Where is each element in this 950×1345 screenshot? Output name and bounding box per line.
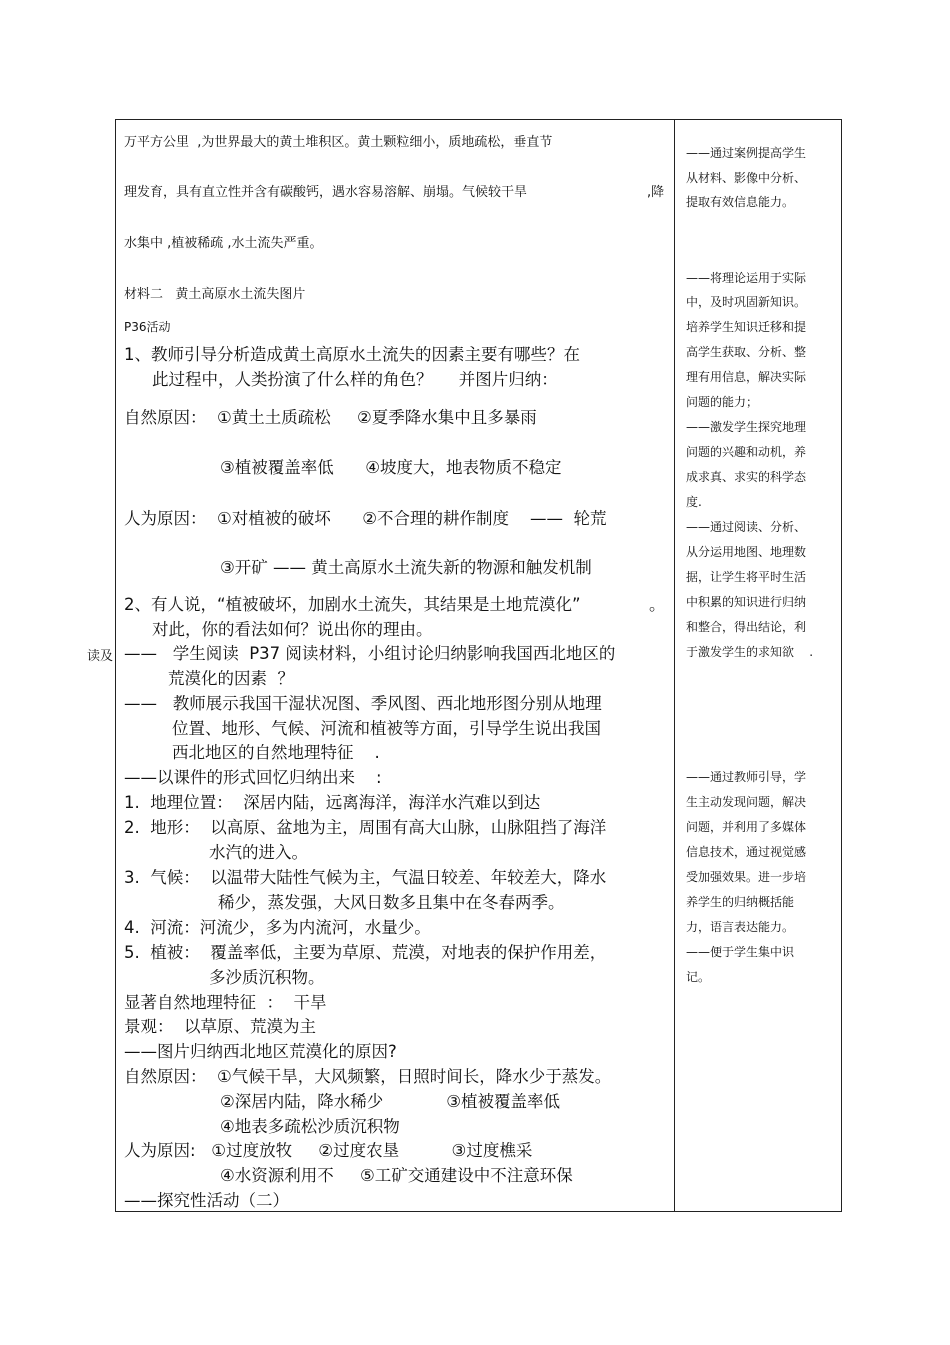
- main-line: 理发育，具有直立性并含有碳酸钙，遇水容易溶解、崩塌。气候较干旱: [124, 185, 528, 200]
- note-line: 记。: [686, 970, 711, 984]
- note-line: 力，语言表达能力。: [686, 920, 795, 934]
- main-line: —— 教师展示我国干湿状况图、季风图、西北地形图分别从地理: [124, 694, 602, 713]
- note-line: 高学生获取、分析、整: [686, 345, 807, 359]
- material-heading: 材料二 黄土高原水土流失图片: [124, 287, 306, 302]
- note-line: 受加强效果。进一步培: [686, 870, 807, 884]
- column-divider: [674, 119, 675, 1212]
- main-line: 自然原因： ①黄土土质疏松 ②夏季降水集中且多暴雨: [124, 408, 537, 427]
- main-line: 人为原因： ①对植被的破坏 ②不合理的耕作制度 —— 轮荒: [124, 509, 607, 528]
- note-line: 据，让学生将平时生活: [686, 570, 807, 584]
- main-line: 此过程中，人类扮演了什么样的角色？ 并图片归纳：: [152, 370, 558, 389]
- main-line: 水汽的进入。: [209, 843, 308, 862]
- note-line: 于激发学生的求知欲 .: [686, 645, 814, 659]
- main-line: ②深居内陆，降水稀少 ③植被覆盖率低: [220, 1092, 561, 1111]
- main-line: 显著自然地理特征 ： 干旱: [124, 993, 327, 1012]
- note-line: 问题的能力；: [686, 395, 759, 409]
- main-line: 自然原因： ①气候干旱，大风频繁，日照时间长，降水少于蒸发。: [124, 1067, 612, 1086]
- note-line: 理有用信息，解决实际: [686, 370, 807, 384]
- main-line: 多沙质沉积物。: [209, 968, 325, 987]
- note-line: 和整合，得出结论，利: [686, 620, 807, 634]
- main-line: ——图片归纳西北地区荒漠化的原因?: [124, 1042, 397, 1061]
- note-line: 生主动发现问题，解决: [686, 795, 807, 809]
- note-line: 问题的兴趣和动机，养: [686, 445, 807, 459]
- note-line: ——通过教师引导，学: [686, 770, 807, 784]
- main-line: —— 学生阅读 P37 阅读材料，小组讨论归纳影响我国西北地区的: [124, 644, 616, 663]
- main-line: 稀少，蒸发强，大风日数多且集中在冬春两季。: [218, 893, 565, 912]
- note-line: 问题，并利用了多媒体: [686, 820, 807, 834]
- main-line: 1、教师引导分析造成黄土高原水土流失的因素主要有哪些？在: [124, 345, 580, 364]
- main-line: 4. 河流：河流少，多为内流河，水量少。: [124, 918, 431, 937]
- note-line: 中积累的知识进行归纳: [686, 595, 807, 609]
- main-line: 人为原因: ①过度放牧 ②过度农垦 ③过度樵采: [124, 1141, 533, 1160]
- main-line: ④水资源利用不 ⑤工矿交通建设中不注意环保: [220, 1166, 573, 1185]
- main-line: 2、有人说，“植被破坏，加剧水土流失，其结果是土地荒漠化”: [124, 595, 581, 614]
- note-line: 培养学生知识迁移和提: [686, 320, 807, 334]
- main-line: 万平方公里 ,为世界最大的黄土堆积区。黄土颗粒细小，质地疏松，垂直节: [124, 135, 553, 150]
- main-line: ③植被覆盖率低 ④坡度大，地表物质不稳定: [220, 458, 562, 477]
- main-line: 。: [649, 595, 666, 614]
- note-line: 成求真、求实的科学态: [686, 470, 807, 484]
- side-label: 读及: [87, 649, 114, 664]
- note-line: 中，及时巩固新知识。: [686, 295, 807, 309]
- note-line: 度.: [686, 495, 702, 509]
- main-line: 荒漠化的因素 ？: [168, 669, 294, 688]
- note-line: ——激发学生探究地理: [686, 420, 807, 434]
- note-line: ——通过阅读、分析、: [686, 520, 807, 534]
- note-line: ——将理论运用于实际: [686, 271, 807, 285]
- main-line: 西北地区的自然地理特征 .: [172, 743, 380, 762]
- main-line: ③开矿 —— 黄土高原水土流失新的物源和触发机制: [220, 558, 592, 577]
- note-line: ——便于学生集中识: [686, 945, 795, 959]
- main-line: 2. 地形： 以高原、盆地为主，周围有高大山脉，山脉阻挡了海洋: [124, 818, 607, 837]
- main-line: ——探究性活动（二）: [124, 1191, 289, 1210]
- activity-label: P36活动: [124, 320, 171, 334]
- note-line: 信息技术，通过视觉感: [686, 845, 807, 859]
- main-line: 5. 植被： 覆盖率低，主要为草原、荒漠，对地表的保护作用差，: [124, 943, 607, 962]
- main-line: ④地表多疏松沙质沉积物: [220, 1117, 400, 1136]
- main-line: 水集中 ,植被稀疏 ,水土流失严重。: [124, 236, 323, 251]
- note-line: 提取有效信息能力。: [686, 195, 795, 209]
- main-line: ——以课件的形式回忆归纳出来 :: [124, 768, 382, 787]
- main-line: 3. 气候： 以温带大陆性气候为主，气温日较差、年较差大，降水: [124, 868, 607, 887]
- main-line: 1. 地理位置： 深居内陆，远离海洋，海洋水汽难以到达: [124, 793, 541, 812]
- note-line: 从分运用地图、地理数: [686, 545, 807, 559]
- note-line: 养学生的归纳概括能: [686, 895, 795, 909]
- main-line: ,降: [647, 185, 665, 200]
- main-line: 位置、地形、气候、河流和植被等方面，引导学生说出我国: [172, 719, 601, 738]
- note-line: ——通过案例提高学生: [686, 146, 807, 160]
- main-line: 景观： 以草原、荒漠为主: [124, 1017, 316, 1036]
- note-line: 从材料、影像中分析、: [686, 171, 807, 185]
- main-line: 对此，你的看法如何？说出你的理由。: [152, 620, 433, 639]
